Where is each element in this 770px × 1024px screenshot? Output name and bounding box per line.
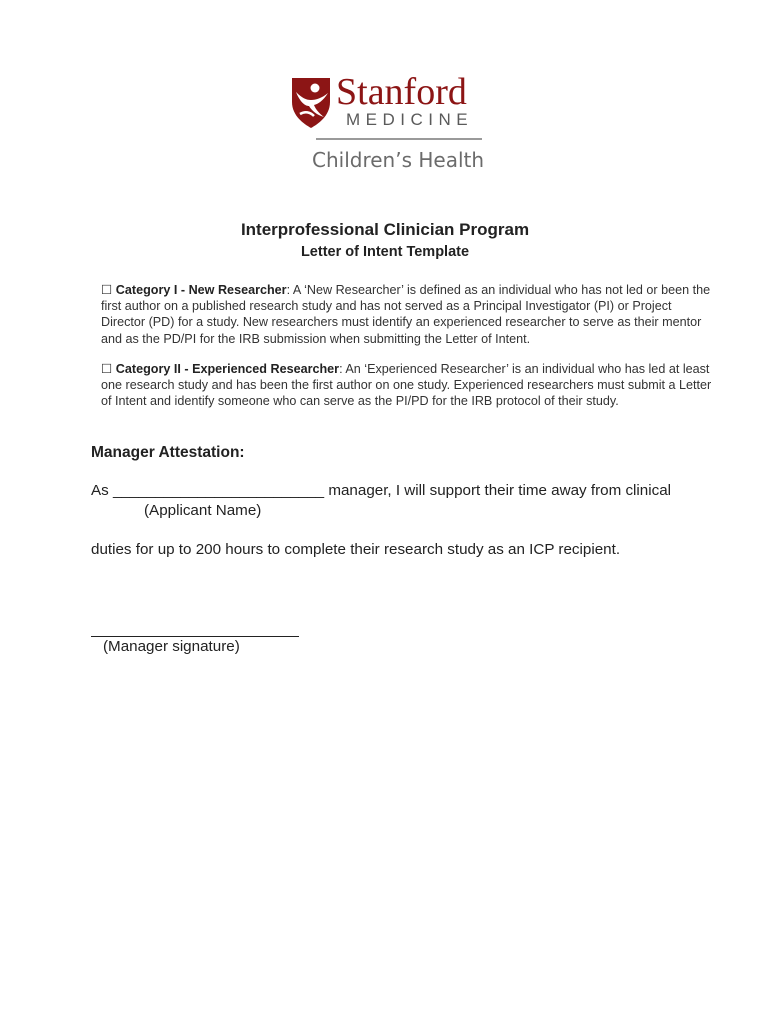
category-2-checkbox[interactable]: ☐ — [101, 362, 113, 376]
childrens-health-wordmark: Children’s Health — [312, 148, 485, 172]
category-1-label: Category I - New Researcher — [115, 283, 287, 297]
category-1-description: : A ‘New Researcher’ is defined as an individual who has not led or been the first author on a published research study and has not served as a Principal Investigator (PI) or Project Director (PD) for a study. New researchers must identify an experienced researcher to serve as their mentor and as the PD/PI for the IRB submission when submitting the Letter of Intent. — [101, 283, 711, 346]
medicine-wordmark: MEDICINE — [346, 110, 474, 129]
attestation-heading: Manager Attestation: — [91, 444, 245, 461]
category-1-paragraph — [101, 282, 716, 347]
attestation-line-2: duties for up to 200 hours to complete their research study as an ICP recipient. — [91, 541, 621, 558]
category-1-checkbox[interactable]: ☐ — [101, 283, 113, 297]
signature-line — [91, 636, 299, 637]
manager-signature-caption: (Manager signature) — [103, 638, 240, 655]
document-subtitle: Letter of Intent Template — [300, 244, 470, 260]
category-2-label: Category II - Experienced Researcher — [115, 362, 340, 376]
stanford-wordmark: Stanford — [336, 71, 467, 113]
attestation-line-1: As _________________________ manager, I will support their time away from clinical — [91, 482, 672, 499]
category-2-description: : An ‘Experienced Researcher’ is an individual who has led at least one research study and has been the first author on one study. Experienced researchers must submit a Letter of Intent and identify someone who can serve as the PI/PD for the IRB protocol of their study. — [101, 362, 712, 409]
applicant-name-caption: (Applicant Name) — [144, 502, 262, 519]
logo-divider — [316, 138, 482, 140]
stanford-childrens-health-logo — [288, 70, 488, 180]
stanford-shield-icon — [290, 76, 332, 130]
document-title: Interprofessional Clinician Program — [240, 220, 530, 239]
category-2-paragraph — [101, 361, 716, 410]
